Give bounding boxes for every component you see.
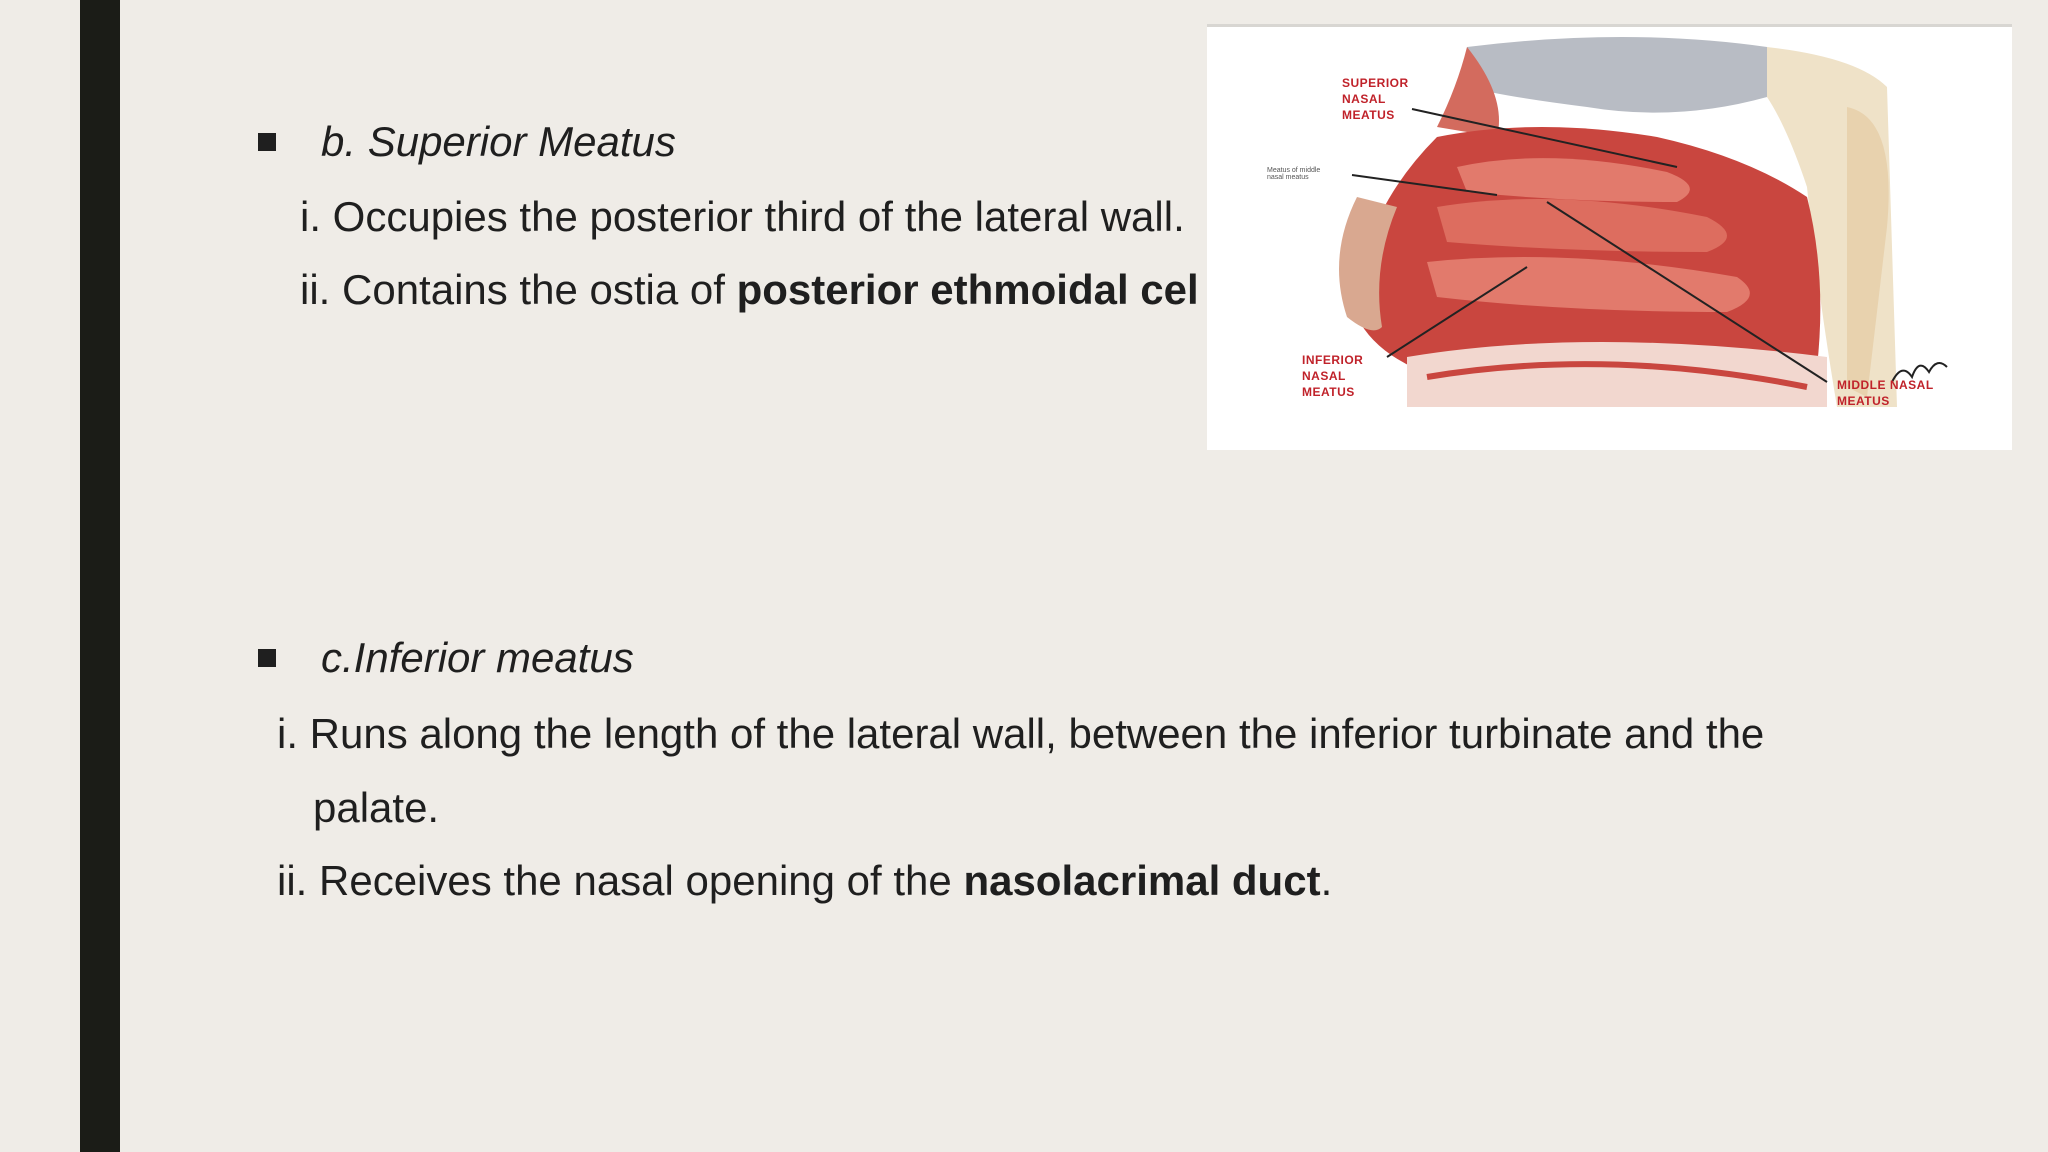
label-small-line-1: Meatus of middle xyxy=(1267,167,1321,174)
heading-inferior-meatus: c.Inferior meatus xyxy=(321,634,634,681)
superior-line-2-text: ii. Contains the ostia of xyxy=(300,266,737,313)
inferior-line-1-cont: palate. xyxy=(313,784,440,831)
left-accent-bar xyxy=(80,0,120,1152)
square-bullet-icon xyxy=(258,649,276,667)
inferior-line-1: i. Runs along the length of the lateral wall, between the inferior turbinate and the xyxy=(277,710,1765,757)
superior-line-1: i. Occupies the posterior third of the lateral wall. xyxy=(300,193,1185,240)
heading-superior-meatus: b. Superior Meatus xyxy=(321,118,676,165)
label-middle-line-1: MIDDLE NASAL xyxy=(1837,378,1934,392)
label-inferior-nasal-meatus xyxy=(1302,352,1363,400)
label-small-meatus xyxy=(1267,167,1320,181)
inferior-line-2-suffix: . xyxy=(1320,857,1333,904)
square-bullet-icon xyxy=(258,133,276,151)
label-inferior-line-1: INFERIOR xyxy=(1302,353,1364,367)
label-inferior-line-2: NASAL xyxy=(1302,369,1346,383)
superior-line-2-bold: posterior ethmoidal cel xyxy=(736,266,1199,313)
inferior-line-2 xyxy=(277,857,1332,905)
label-superior-nasal-meatus xyxy=(1342,75,1409,123)
label-superior-line-3: MEATUS xyxy=(1342,108,1395,122)
inferior-line-2-bold: nasolacrimal duct xyxy=(963,857,1321,904)
inferior-line-2-text: ii. Receives the nasal opening of the xyxy=(277,857,964,904)
bullet-superior-meatus xyxy=(258,118,676,166)
bullet-inferior-meatus xyxy=(258,634,634,682)
superior-line-2 xyxy=(300,266,1199,314)
anatomy-figure xyxy=(1207,24,2012,450)
label-small-line-2: nasal meatus xyxy=(1267,174,1309,181)
label-superior-line-2: NASAL xyxy=(1342,92,1386,106)
label-middle-line-2: MEATUS xyxy=(1837,394,1890,408)
palate-tongue xyxy=(1407,342,1827,407)
label-superior-line-1: SUPERIOR xyxy=(1342,76,1409,90)
label-inferior-line-3: MEATUS xyxy=(1302,385,1355,399)
brain-region xyxy=(1467,37,1767,113)
label-middle-nasal-meatus xyxy=(1837,377,1934,409)
